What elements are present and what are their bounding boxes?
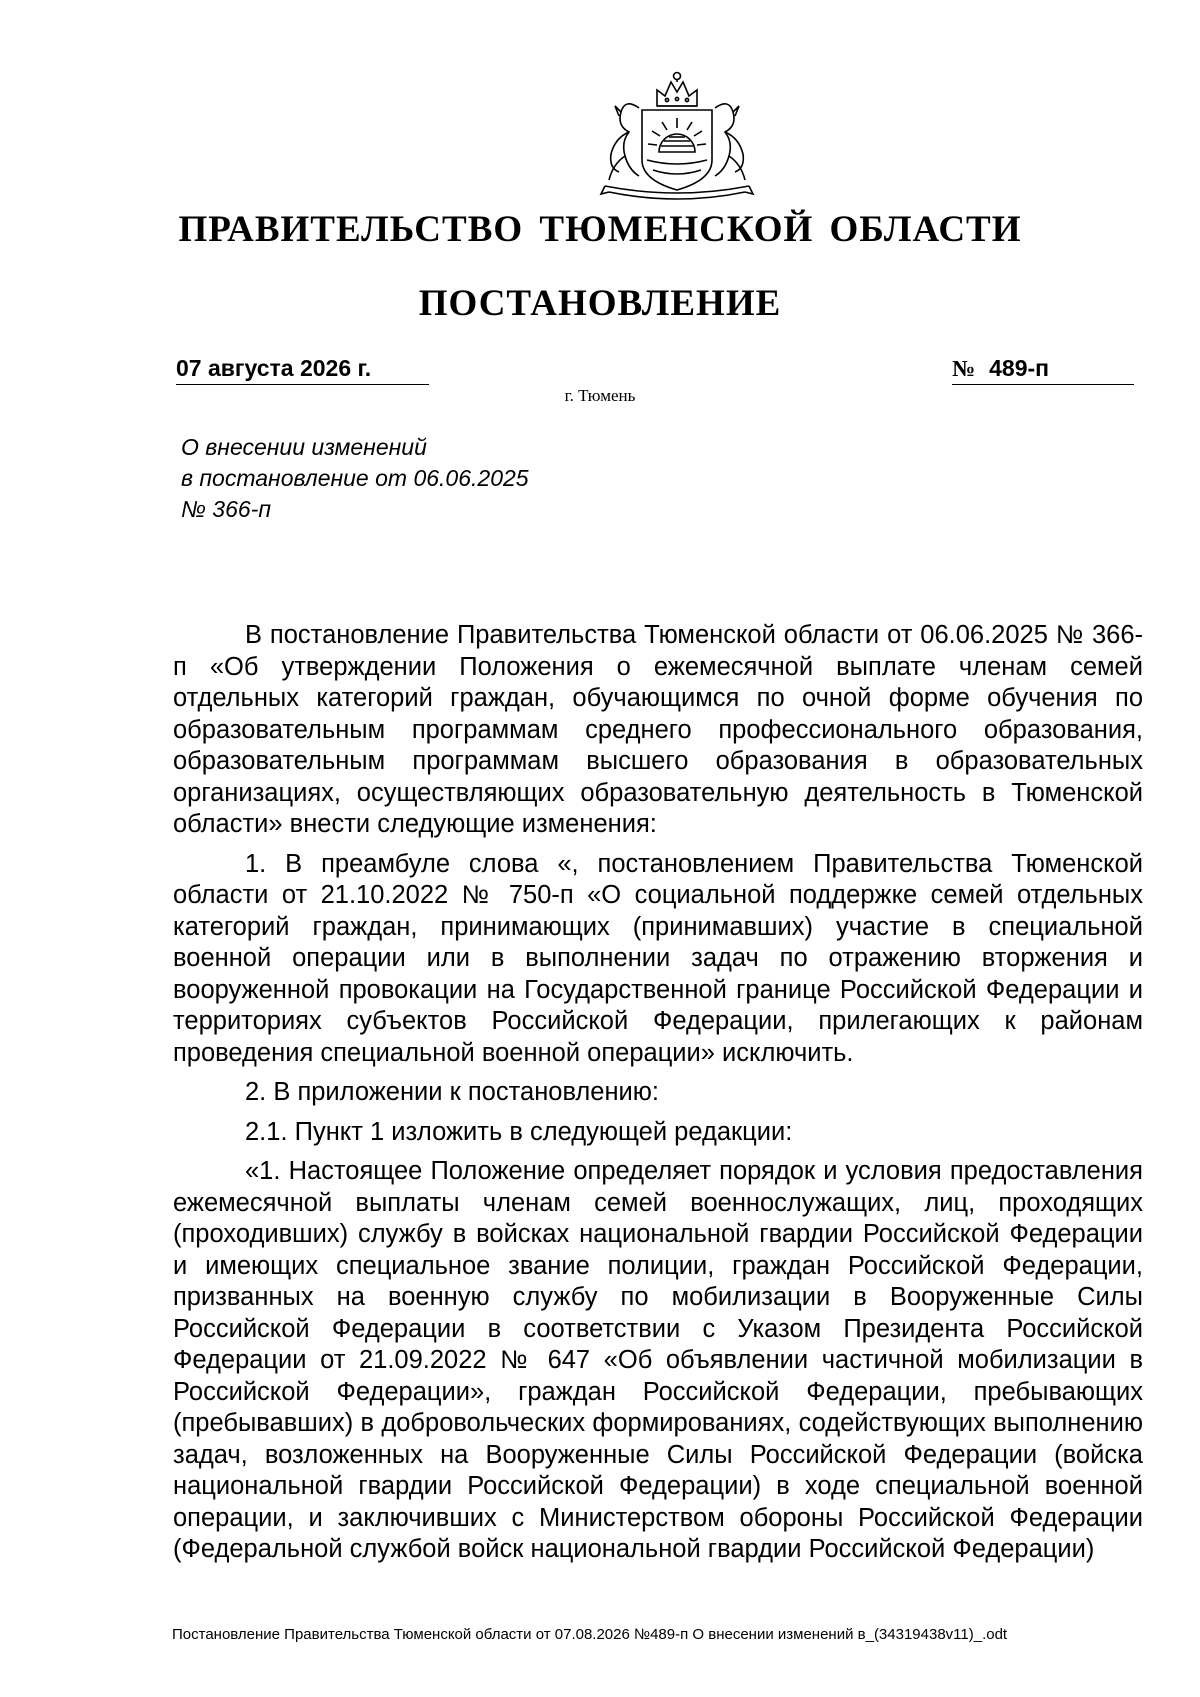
body-paragraph: В постановление Правительства Тюменской области от 06.06.2025 № 366-п «Об утверждении Положения о ежемесячной выплате членам семей отдельных категорий граждан, обучающимся по очной форме обучения по образовательным программам среднего профессионального образования, образовательным программам высшего образования в образовательных организациях, осуществляющих образовательную деятельность в Тюменской области» внести следующие изменения: [173, 621, 1143, 838]
subject-line: № 366-п [181, 496, 271, 522]
body-paragraph: 1. В преамбуле слова «, постановлением Правительства Тюменской области от 21.10.2022 № 750-п «О социальной поддержке семей отдельных категорий граждан, принимающих (принимавших) участие в специальной военной операции или в выполнении задач по отражению вторжения и вооруженной провокации на Государственной границе Российской Федерации и территориях субъектов Российской Федерации, прилегающих к районам проведения специальной военной операции» исключить. [173, 849, 1143, 1067]
document-date: 07 августа 2026 г. [176, 355, 429, 385]
body-paragraph: 2. В приложении к постановлению: [245, 1078, 660, 1106]
number-sign: № [952, 356, 976, 381]
body-paragraph: 2.1. Пункт 1 изложить в следующей редакции: [245, 1117, 793, 1146]
page-footer: Постановление Правительства Тюменской области от 07.08.2026 №489-п О внесении изменений в_(34319438v11)_.odt [172, 1626, 1008, 1643]
body-paragraph: «1. Настоящее Положение определяет порядок и условия предоставления ежемесячной выплаты членам семей военнослужащих, лиц, проходящих (проходивших) службу в войсках национальной гвардии Российской Федерации и имеющих специальное звание полиции, граждан Российской Федерации, призванных на военную службу по мобилизации в Вооруженные Силы Российской Федерации в соответствии с Указом Президента Российской Федерации от 21.09.2022 № 647 «Об объявлении частичной мобилизации в Российской Федерации», граждан Российской Федерации, пребывающих (пребывавших) в добровольческих формированиях, содействующих выполнению задач, возложенных на Вооруженные Силы Российской Федерации (войска национальной гвардии Российской Федерации) в ходе специальной военной операции, и заключивших с Министерством обороны Российской Федерации (Федеральной службой войск национальной гвардии Российской Федерации) [173, 1157, 1143, 1563]
subject-line: О внесении изменений [181, 434, 427, 460]
document-type-heading: ПОСТАНОВЛЕНИЕ [418, 283, 782, 324]
coat-of-arms-icon [595, 68, 760, 208]
subject-line: в постановление от 06.06.2025 [181, 465, 529, 491]
government-title: ПРАВИТЕЛЬСТВО ТЮМЕНСКОЙ ОБЛАСТИ [178, 209, 1022, 250]
document-number-field [952, 355, 1134, 385]
document-subject [181, 432, 681, 525]
document-city: г. Тюмень [564, 386, 636, 405]
document-number: 489-п [989, 355, 1050, 381]
document-body [173, 620, 1143, 1574]
